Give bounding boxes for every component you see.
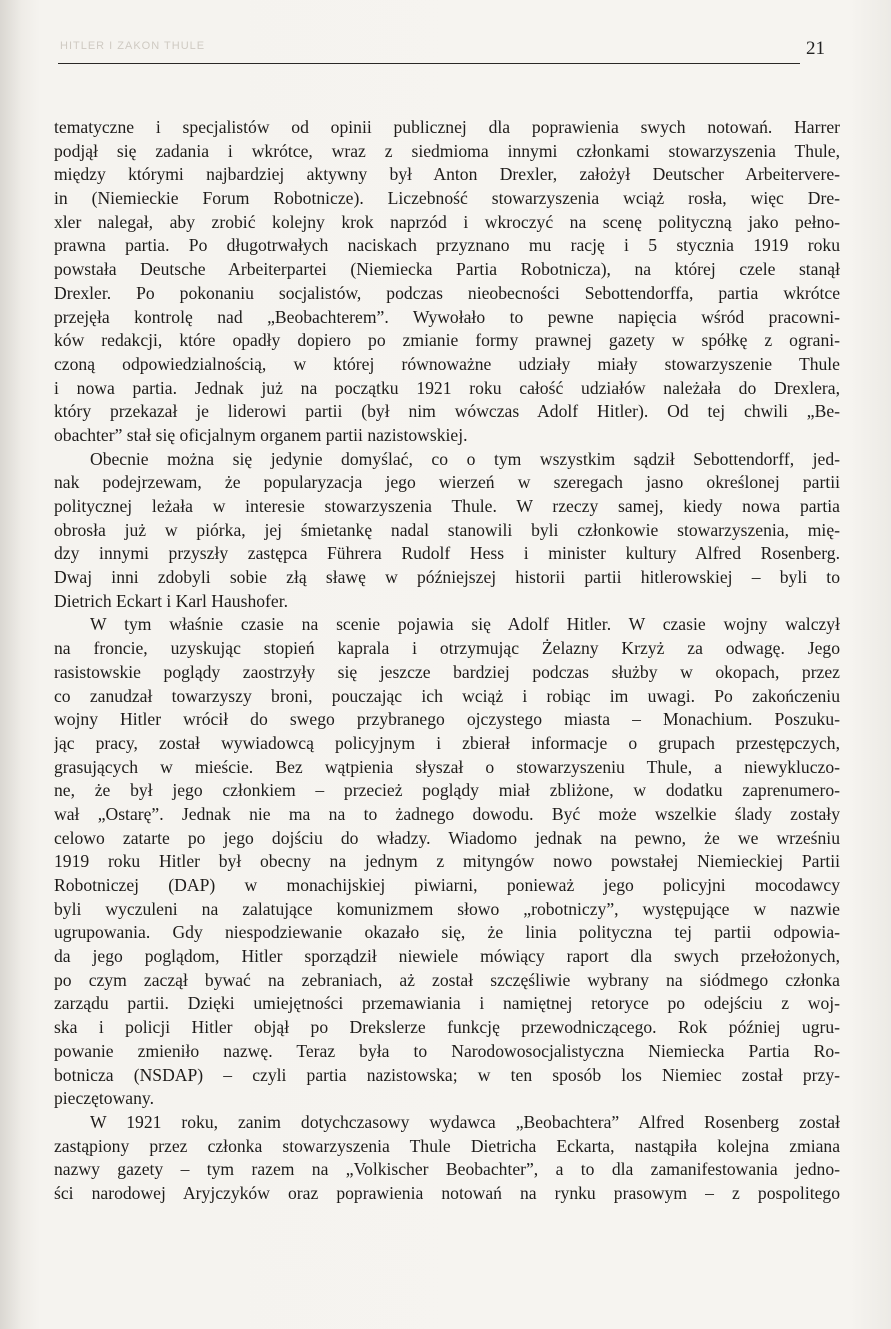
- text-line: botnicza (NSDAP) – czyli partia nazistowska; w ten sposób los Niemiec został przy-: [54, 1064, 840, 1085]
- text-line: tematyczne i specjalistów od opinii publicznej dla poprawienia swych notowań. Harrer: [54, 117, 840, 137]
- text-line: dzy innymi przyszły zastępca Führera Rudolf Hess i minister kultury Alfred Rosenberg.: [54, 543, 840, 564]
- text-line: xler nalegał, aby zrobić kolejny krok naprzód i wkroczyć na scenę polityczną jako pełno-: [54, 211, 840, 232]
- text-line: ska i policji Hitler objął po Drekslerze funkcję przewodniczącego. Rok później ugru-: [54, 1017, 840, 1038]
- text-line: i nowa partia. Jednak już na początku 1921 roku całość udziałów należała do Drexlera,: [54, 377, 840, 398]
- text-line: Drexler. Po pokonaniu socjalistów, podczas nieobecności Sebottendorffa, partia wkrótce: [54, 282, 840, 303]
- text-line: politycznej leżała w interesie stowarzyszenia Thule. W rzeczy samej, kiedy nowa partia: [54, 496, 840, 516]
- page-number: 21: [806, 38, 825, 59]
- text-line: powstała Deutsche Arbeiterpartei (Niemiecka Partia Robotnicza), na której czele stanął: [54, 259, 840, 280]
- running-head: HITLER I ZAKON THULE: [60, 40, 206, 52]
- text-line: Robotniczej (DAP) w monachijskiej piwiarni, ponieważ jego policyjni mocodawcy: [54, 875, 840, 895]
- text-line: da jego poglądom, Hitler sporządził niewiele mówiący raport dla swych przełożonych,: [54, 946, 840, 967]
- text-line: obrosła już w piórka, jej śmietankę nadal stanowili byli członkowie stowarzyszenia, mię-: [54, 519, 840, 540]
- text-line: nazwy gazety – tym razem na „Volkischer Beobachter”, a to dla zamanifestowania jedno-: [54, 1159, 840, 1180]
- text-line: grasujących w mieście. Bez wątpienia słyszał o stowarzyszeniu Thule, a niewykluczo-: [54, 756, 840, 777]
- text-line: jąc pracy, został wywiadowcą policyjnym i zbierał informacje o grupach przestępczych,: [54, 732, 840, 753]
- gutter-shadow: [0, 0, 22, 1329]
- text-line: prawna partia. Po długotrwałych naciskach przyznano mu rację i 5 stycznia 1919 roku: [54, 235, 840, 256]
- text-line: ści narodowej Aryjczyków oraz poprawienia notowań na rynku prasowym – z pospolitego: [54, 1182, 840, 1203]
- text-line: wał „Ostarę”. Jednak nie ma na to żadnego dowodu. Być może wszelkie ślady zostały: [54, 803, 840, 824]
- text-line: nak podejrzewam, że popularyzacja jego wierzeń w szeregach jasno określonej partii: [54, 472, 840, 493]
- text-line: byli wyczuleni na zalatujące komunizmem słowo „robotniczy”, występujące w nazwie: [54, 898, 840, 919]
- text-line: przejęła kontrolę nad „Beobachterem”. Wywołało to pewne napięcia wśród pracowni-: [54, 306, 840, 327]
- text-line: celowo zatarte po jego dojściu do władzy. Wiadomo jednak na pewno, że we wrześniu: [54, 827, 840, 848]
- text-line: pieczętowany.: [54, 1088, 154, 1109]
- text-line: na froncie, uzyskując stopień kaprala i otrzymując Żelazny Krzyż za odwagę. Jego: [54, 638, 840, 659]
- text-line: Obecnie można się jedynie domyślać, co o tym wszystkim sądził Sebottendorff, jed-: [90, 448, 840, 469]
- text-line: podjął się zadania i wkrótce, wraz z siedmioma innymi członkami stowarzyszenia Thule,: [54, 140, 840, 161]
- text-line: obachter” stał się oficjalnym organem partii nazistowskiej.: [54, 424, 468, 445]
- text-line: powanie zmieniło nazwę. Teraz była to Narodowosocjalistyczna Niemiecka Partia Ro-: [54, 1040, 840, 1061]
- text-line: ugrupowania. Gdy niespodziewanie okazało się, że linia polityczna tej partii odpowia-: [54, 922, 840, 943]
- text-line: in (Niemieckie Forum Robotnicze). Liczebność stowarzyszenia wciąż rosła, więc Dre-: [54, 188, 840, 209]
- text-line: ków redakcji, które opadły dopiero po zmianie formy prawnej gazety w spółkę z ograni-: [54, 330, 840, 351]
- text-line: czoną odpowiedzialnością, w której równoważne udziały miały stowarzyszenie Thule: [54, 353, 840, 374]
- text-line: wojny Hitler wrócił do swego przybranego ojczystego miasta – Monachium. Poszuku-: [54, 709, 840, 730]
- body-text: [54, 116, 840, 1206]
- text-line: rasistowskie poglądy zaostrzyły się jeszcze bardziej podczas służby w okopach, przez: [54, 661, 840, 682]
- text-line: zastąpiony przez członka stowarzyszenia Thule Dietricha Eckarta, nastąpiła kolejna zmiana: [54, 1135, 840, 1156]
- text-line: Dwaj inni zdobyli sobie złą sławę w późniejszej historii partii hitlerowskiej – byli to: [54, 567, 840, 588]
- text-line: zarządu partii. Dzięki umiejętności przemawiania i namiętnej retoryce po odejściu z woj-: [54, 993, 840, 1014]
- text-line: który przekazał je liderowi partii (był nim wówczas Adolf Hitler). Od tej chwili „Be-: [54, 401, 840, 422]
- text-line: między którymi najbardziej aktywny był Anton Drexler, założył Deutscher Arbeitervere-: [54, 164, 840, 185]
- text-line: po czym zaczął bywać na zebraniach, aż został szczęśliwie wybrany na siódmego członka: [54, 969, 840, 990]
- text-line: W 1921 roku, zanim dotychczasowy wydawca „Beobachtera” Alfred Rosenberg został: [90, 1111, 840, 1132]
- text-line: W tym właśnie czasie na scenie pojawia się Adolf Hitler. W czasie wojny walczył: [90, 614, 840, 635]
- text-line: Dietrich Eckart i Karl Haushofer.: [54, 590, 289, 611]
- header-rule: [58, 63, 800, 64]
- text-line: ne, że był jego członkiem – przecież poglądy miał zbliżone, w dodatku zaprenumero-: [54, 780, 840, 801]
- text-line: 1919 roku Hitler był obecny na jednym z mityngów nowo powstałej Niemieckiej Partii: [54, 851, 840, 872]
- text-line: co zanudzał towarzyszy broni, pouczając ich wciąż i robiąc im uwagi. Po zakończeniu: [54, 685, 840, 706]
